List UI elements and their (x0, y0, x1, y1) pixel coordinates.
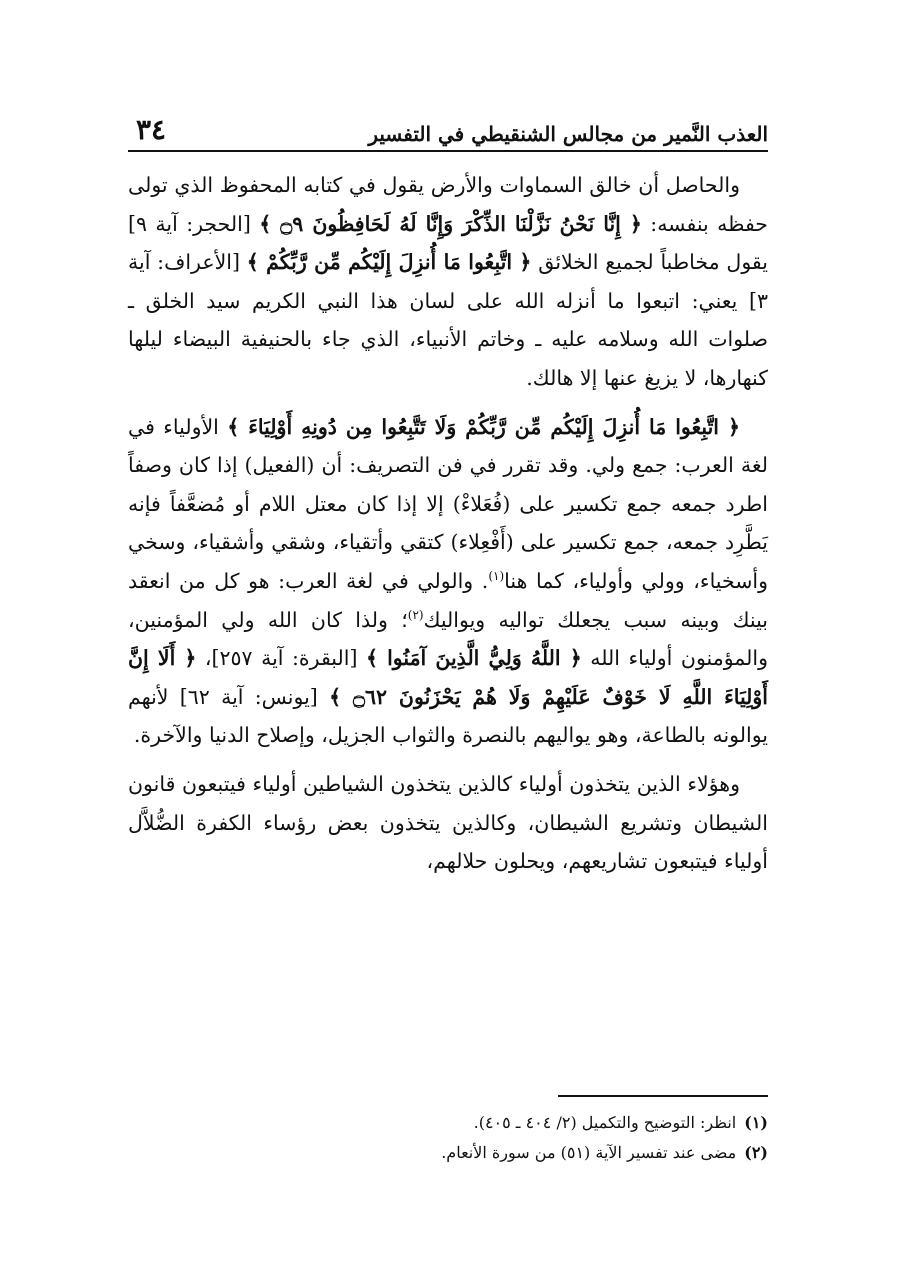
text-segment: [البقرة: آية ٢٥٧]، (196, 646, 366, 671)
footnote-separator (558, 1095, 768, 1097)
footnote-reference: (٢) (407, 607, 424, 622)
footnote (128, 1138, 768, 1168)
running-title: العذب النَّمير من مجالس الشنقيطي في التفسير (368, 122, 768, 146)
footnote-number: (١) (744, 1113, 768, 1132)
page-number: ٣٤ (136, 113, 167, 146)
body-text (128, 166, 768, 881)
quran-verse: ﴿ اللَّهُ وَلِيُّ الَّذِينَ آمَنُوا ﴾ (365, 646, 582, 671)
book-page (128, 100, 768, 1180)
paragraph (128, 166, 768, 398)
paragraph (128, 765, 768, 881)
footnote (128, 1108, 768, 1138)
footnote-reference: (١) (488, 569, 505, 584)
text-segment: [يونس: آية ٦٢] لأنهم يوالونه بالطاعة، وهو يواليهم بالنصرة والثواب الجزيل، وإصلاح الدنيا والآخرة. (128, 684, 768, 748)
footnote-text: انظر: التوضيح والتكميل (٢/ ٤٠٤ ـ ٤٠٥). (473, 1113, 737, 1132)
text-segment: . والولي في لغة العرب: هو كل من انعقد بينك وبينه سبب يجعلك تواليه ويواليك (128, 568, 768, 632)
text-segment: الأولياء في لغة العرب: جمع ولي. وقد تقرر في فن التصريف: أن (الفعيل) إذا كان وصفاً اطرد جمعه جمع تكسير على (فُعَلاءْ) إلا إذا كان معتل اللام أو مُضعَّفاً فإنه يَطَّرِد جمعه، جمع تكسير على (أَفْعِلاء) كتقي وأتقياء، وشقي وأشقياء، وسخي وأسخياء، وولي وأولياء، كما هنا (128, 414, 769, 593)
footnote-number: (٢) (744, 1143, 768, 1162)
text-segment: [الحجر: آية ٩] يقول مخاطباً لجميع الخلائق (128, 211, 768, 275)
page-header (128, 100, 768, 152)
quran-verse: ﴿ إِنَّا نَحْنُ نَزَّلْنَا الذِّكْرَ وَإِنَّا لَهُ لَحَافِظُونَ ۝٩ ﴾ (259, 211, 642, 236)
paragraph (128, 408, 768, 755)
quran-verse: ﴿ أَلَا إِنَّ أَوْلِيَاءَ اللَّهِ لَا خَوْفٌ عَلَيْهِمْ وَلَا هُمْ يَحْزَنُونَ ۝٦٢ ﴾ (128, 646, 768, 709)
text-segment: [الأعراف: آية ٣] يعني: اتبعوا ما أنزله الله على لسان هذا النبي الكريم سيد الخلق ـ صلوات الله وسلامه عليه ـ وخاتم الأنبياء، الذي جاء بالحنيفية البيضاء ليلها كنهارها، لا يزيغ عنها إلا هالك. (128, 250, 768, 390)
text-segment: والحاصل أن خالق السماوات والأرض يقول في كتابه المحفوظ الذي تولى حفظه بنفسه: (128, 173, 768, 236)
text-segment: وهؤلاء الذين يتخذون أولياء كالذين يتخذون الشياطين أولياء فيتبعون قانون الشيطان وتشريع الشيطان، وكالذين يتخذون بعض رؤساء الكفرة الضُّلاَّل أولياء فيتبعون تشاريعهم، ويحلون حلالهم، (128, 771, 768, 874)
footnote-text: مضى عند تفسير الآية (٥١) من سورة الأنعام. (441, 1143, 737, 1162)
quran-verse: ﴿ اتَّبِعُوا مَا أُنزِلَ إِلَيْكُم مِّن رَّبِّكُمْ وَلَا تَتَّبِعُوا مِن دُونِهِ أَوْلِيَاءَ ﴾ (227, 414, 740, 439)
text-segment: ؛ ولذا كان الله ولي المؤمنين، والمؤمنون أولياء الله (128, 607, 768, 671)
quran-verse: ﴿ اتَّبِعُوا مَا أُنزِلَ إِلَيْكُم مِّن رَّبِّكُمْ ﴾ (246, 250, 532, 275)
footnotes (128, 1108, 768, 1168)
